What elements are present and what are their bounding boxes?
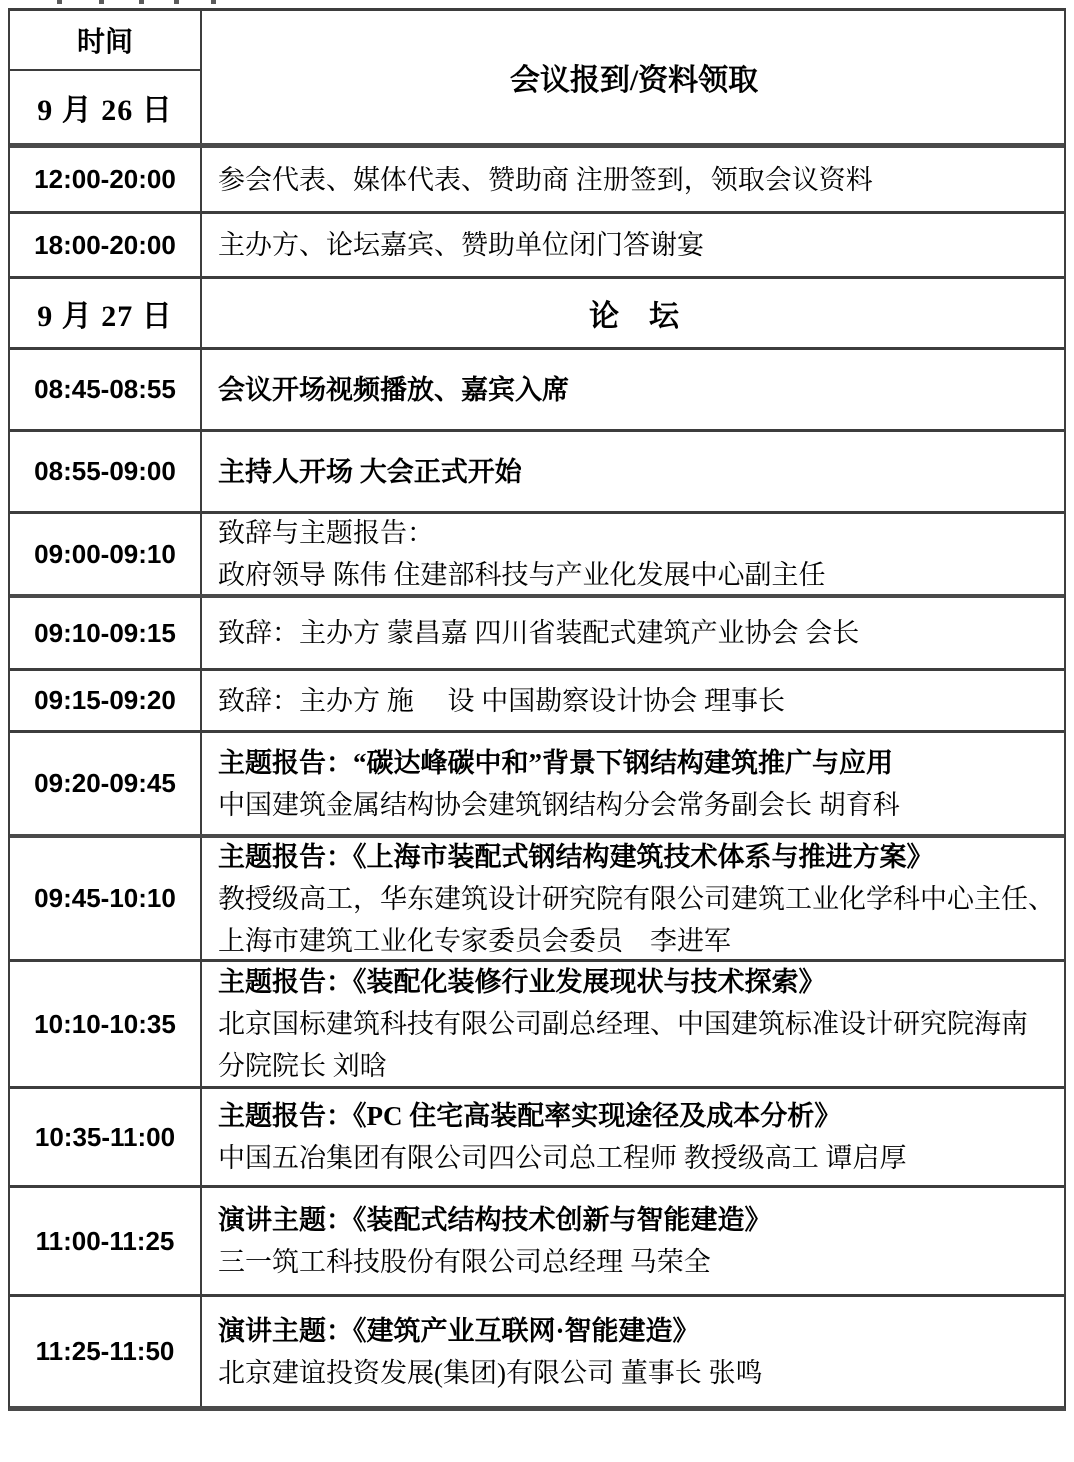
event-line: 主题报告：“碳达峰碳中和”背景下钢结构建筑推广与应用: [218, 747, 893, 778]
event-line: 演讲主题：《建筑产业互联网·智能建造》: [218, 1315, 700, 1346]
event-content-cell: [202, 514, 1064, 594]
time-cell: 09:10-09:15: [10, 598, 202, 668]
event-row: [10, 148, 1064, 214]
time-cell: 08:45-08:55: [10, 350, 202, 429]
event-line: 上海市建筑工业化专家委员会委员 李进军: [218, 925, 731, 956]
event-row: [10, 671, 1064, 733]
agenda-rows: [10, 148, 1064, 1406]
time-cell: 11:00-11:25: [10, 1188, 202, 1294]
event-content-cell: [202, 598, 1064, 668]
time-cell: 18:00-20:00: [10, 214, 202, 276]
event-line: 致辞：主办方 蒙昌嘉 四川省装配式建筑产业协会 会长: [218, 618, 860, 648]
time-cell: 09:15-09:20: [10, 671, 202, 730]
date-sep-26: 9 月 26 日: [37, 94, 173, 127]
event-content-cell: [202, 1297, 1064, 1406]
event-line: 参会代表、媒体代表、赞助商 注册签到，领取会议资料: [218, 164, 873, 195]
event-content-cell: [202, 1089, 1064, 1185]
event-line: 中国五冶集团有限公司四公司总工程师 教授级高工 谭启厚: [218, 1143, 907, 1173]
event-line: 分院院长 刘晗: [218, 1051, 387, 1081]
time-cell: 08:55-09:00: [10, 432, 202, 511]
event-line: 主题报告：《PC 住宅高装配率实现途径及成本分析》: [218, 1101, 842, 1131]
section-row: [10, 279, 1064, 350]
event-line: 致辞与主题报告：: [218, 518, 434, 548]
time-cell: 09:00-09:10: [10, 514, 202, 594]
event-content-cell: [202, 432, 1064, 511]
event-line: 北京国标建筑科技有限公司副总经理、中国建筑标准设计研究院海南: [218, 1009, 1028, 1039]
event-content-cell: [202, 148, 1064, 211]
time-cell: 10:35-11:00: [10, 1089, 202, 1185]
event-line: 中国建筑金属结构协会建筑钢结构分会常务副会长 胡育科: [218, 789, 900, 820]
header-row: [10, 11, 1064, 148]
event-row: [10, 350, 1064, 432]
date-sep-27: 9 月 27 日: [10, 279, 202, 347]
event-line: 北京建谊投资发展(集团)有限公司 董事长 张鸣: [218, 1357, 763, 1388]
event-line: 致辞：主办方 施 设 中国勘察设计协会 理事长: [218, 685, 785, 716]
time-cell: 09:45-10:10: [10, 838, 202, 959]
day2-session-title: 论 坛: [589, 300, 679, 333]
event-line: 主题报告：《上海市装配式钢结构建筑技术体系与推进方案》: [218, 841, 934, 872]
time-column-header-cell: [10, 11, 202, 143]
event-content-cell: [202, 1188, 1064, 1294]
time-column-label: 时间: [10, 11, 200, 71]
event-row: [10, 838, 1064, 962]
event-content-cell: [202, 962, 1064, 1086]
time-cell: 10:10-10:35: [10, 962, 202, 1086]
event-row: [10, 598, 1064, 671]
agenda-table: [8, 8, 1066, 1411]
event-line: 主题报告：《装配化装修行业发展现状与技术探索》: [218, 967, 826, 997]
event-line: 三一筑工科技股份有限公司总经理 马荣全: [218, 1247, 711, 1277]
event-line: 会议开场视频播放、嘉宾入席: [218, 374, 569, 405]
time-cell: 12:00-20:00: [10, 148, 202, 211]
event-content-cell: [202, 350, 1064, 429]
day1-session-title: 会议报到/资料领取: [509, 64, 759, 97]
event-line: 政府领导 陈伟 住建部科技与产业化发展中心副主任: [218, 560, 826, 590]
event-row: [10, 1188, 1064, 1297]
event-content-cell: [202, 733, 1064, 834]
event-line: 主办方、论坛嘉宾、赞助单位闭门答谢宴: [218, 230, 704, 260]
event-row: [10, 1089, 1064, 1188]
event-row: [10, 733, 1064, 838]
event-row: [10, 214, 1064, 279]
event-row: [10, 1297, 1064, 1406]
event-content-cell: [202, 671, 1064, 730]
time-cell: 09:20-09:45: [10, 733, 202, 834]
event-row: [10, 432, 1064, 514]
event-content-cell: [202, 838, 1069, 959]
event-row: [10, 962, 1064, 1089]
event-line: 主持人开场 大会正式开始: [218, 456, 522, 487]
event-content-cell: [202, 214, 1064, 276]
event-line: 教授级高工，华东建筑设计研究院有限公司建筑工业化学科中心主任、: [218, 883, 1055, 914]
time-cell: 11:25-11:50: [10, 1297, 202, 1406]
event-row: [10, 514, 1064, 598]
event-line: 演讲主题：《装配式结构技术创新与智能建造》: [218, 1205, 772, 1235]
